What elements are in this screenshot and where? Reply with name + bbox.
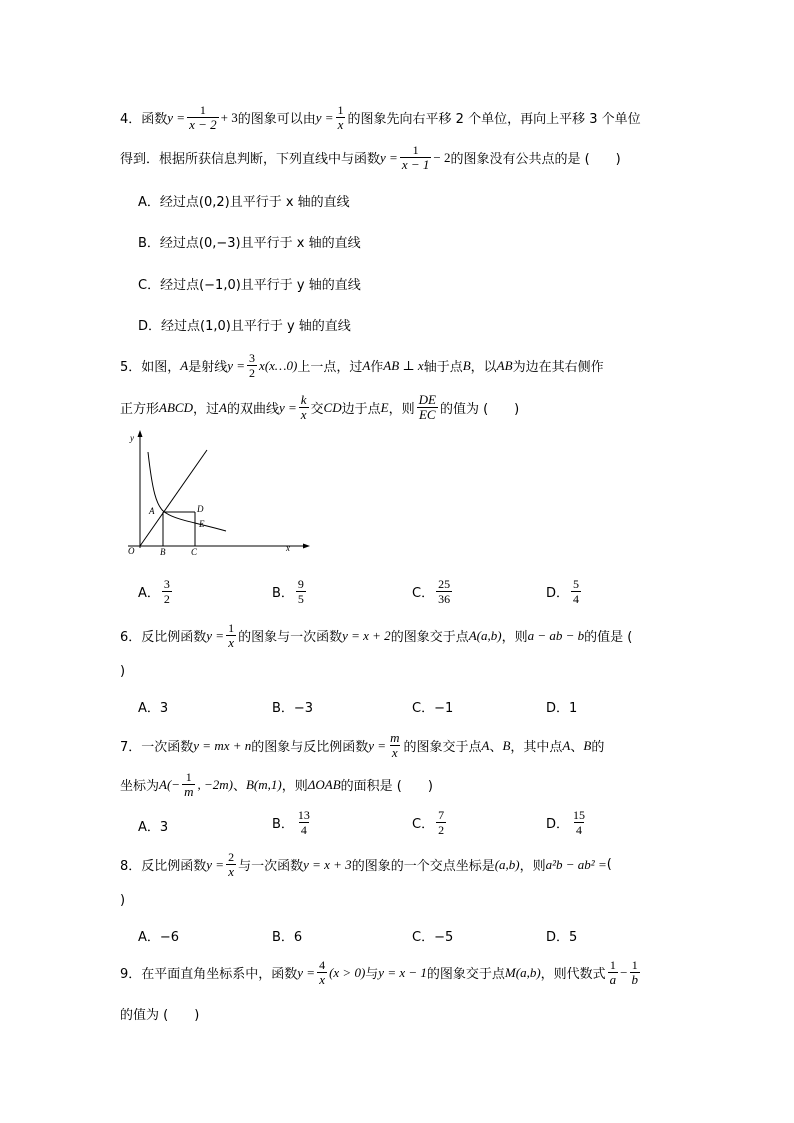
q8-point: (a,b) xyxy=(494,856,520,872)
q6-option-c: C．−1 xyxy=(412,701,454,716)
q7-text-j: ，则 xyxy=(281,779,308,794)
q7-option-c-label: C． xyxy=(412,817,435,832)
q6-text-a: 6．反比例函数 xyxy=(120,630,207,645)
q8-line2: ) xyxy=(120,893,126,908)
q5-option-b-label: B． xyxy=(272,586,294,601)
q9-cond: (x > 0) xyxy=(329,964,366,980)
q6-text-e: 的值是 ( xyxy=(584,630,633,645)
q8-option-c: C．−5 xyxy=(412,930,454,945)
q7-option-b-label: B． xyxy=(272,817,294,832)
label-o: O xyxy=(128,546,135,556)
q5-text-a: 5．如图， xyxy=(120,360,181,375)
q5-ab: AB xyxy=(496,357,513,373)
q6-expr: a − ab − b xyxy=(527,627,585,643)
q7-text-g: 的 xyxy=(591,740,605,755)
label-c: C xyxy=(191,547,198,557)
q4-text-b: 的图象可以由 xyxy=(237,112,316,127)
q7-option-d-frac: $\frac{15}{4}$ xyxy=(573,808,586,837)
q5-eq1: y = xyxy=(227,357,246,373)
q5-line1 xyxy=(120,351,604,380)
q5-text-i: ，过 xyxy=(192,402,219,417)
hyperbola-curve xyxy=(148,452,226,531)
q5-option-c-label: C． xyxy=(412,586,435,601)
q4-option-d: D．经过点(1,0)且平行于 y 轴的直线 xyxy=(138,319,351,334)
q8-eq1: y = xyxy=(206,856,225,872)
q9-text-d: ，则代数式 xyxy=(540,967,606,982)
q9-minus: − xyxy=(620,964,628,980)
q7-option-d-label: D． xyxy=(546,817,570,832)
q8-option-d: D．5 xyxy=(546,930,578,945)
q6-eq2: y = x + 2 xyxy=(342,627,391,643)
q4-text-e: 的图象没有公共点的是 ( ) xyxy=(450,152,621,167)
q6-line1 xyxy=(120,621,632,650)
q5-point-e: E xyxy=(380,399,389,415)
q5-option-b xyxy=(272,577,308,606)
q8-eq2: y = x + 3 xyxy=(303,856,352,872)
q4-line2 xyxy=(120,143,621,172)
q7-line1 xyxy=(120,731,604,760)
label-d: D xyxy=(197,504,204,514)
q5-option-b-frac: $\frac{9}{5}$ xyxy=(297,577,304,606)
q5-text-c: 上一点，过 xyxy=(297,360,363,375)
q5-point-a2: A xyxy=(362,357,371,373)
q5-frac3: $\frac{DE}{EC}$ xyxy=(418,392,436,422)
q4-line1 xyxy=(120,103,641,132)
q7-point-b2: B xyxy=(583,737,592,753)
ray-line xyxy=(140,450,207,546)
q9-frac2: $\frac{1}{a}$ xyxy=(609,958,617,987)
q7-option-a: A．3 xyxy=(138,820,169,835)
q8-text-b: 与一次函数 xyxy=(238,859,304,874)
q6-text-b: 的图象与一次函数 xyxy=(238,630,343,645)
q4-text-c: 的图象先向右平移 2 个单位，再向上平移 3 个单位 xyxy=(347,112,641,127)
q8-expr: a²b − ab² = xyxy=(545,856,607,872)
q5-frac1: $\frac{3}{2}$ xyxy=(249,351,256,380)
label-y: y xyxy=(130,433,134,443)
q8-frac1: $\frac{2}{x}$ xyxy=(228,850,235,879)
q9-frac3: $\frac{1}{b}$ xyxy=(631,958,639,987)
q5-text-k: 交 xyxy=(310,402,324,417)
q5-option-c xyxy=(412,577,454,606)
q4-frac3: $\frac{1}{x - 1}$ xyxy=(401,143,430,172)
q4-eq3: y = xyxy=(380,149,398,165)
q8-option-b: B．6 xyxy=(272,930,303,945)
q7-option-b xyxy=(272,808,314,837)
q9-point: M(a,b) xyxy=(504,964,541,980)
q7-text-b: 的图象与反比例函数 xyxy=(251,740,369,755)
q9-text-c: 的图象交于点 xyxy=(426,967,505,982)
label-a: A xyxy=(149,506,155,516)
q7-text-k: 的面积是 ( ) xyxy=(340,779,433,794)
q4-text-d: 得到．根据所获信息判断，下列直线中与函数 xyxy=(120,152,381,167)
q9-frac1: $\frac{4}{x}$ xyxy=(319,958,326,987)
q5-line2 xyxy=(120,393,519,422)
q5-text-f: ，以 xyxy=(470,360,497,375)
q7-option-c-frac: $\frac{7}{2}$ xyxy=(438,808,445,837)
q5-perp: AB ⊥ x xyxy=(383,357,424,373)
q7-text-e: ，其中点 xyxy=(510,740,563,755)
q4-option-b: B．经过点(0,−3)且平行于 x 轴的直线 xyxy=(138,236,361,251)
y-axis-arrow xyxy=(138,430,143,437)
q7-line2 xyxy=(120,770,433,799)
q7-text-f: 、 xyxy=(570,740,584,755)
q7-text-h: 坐标为 xyxy=(120,779,160,794)
q9-text-a: 9．在平面直角坐标系中，函数 xyxy=(120,967,298,982)
q5-point-b: B xyxy=(462,357,471,373)
q5-text-g: 为边在其右侧作 xyxy=(512,360,604,375)
q7-frac1: $\frac{m}{x}$ xyxy=(390,730,400,760)
label-b: B xyxy=(160,547,166,557)
label-e: E xyxy=(199,519,205,529)
q9-eq2: y = x − 1 xyxy=(378,964,427,980)
x-axis-arrow xyxy=(303,544,310,549)
q5-text-d: 作 xyxy=(370,360,384,375)
q8-text-c: 的图象的一个交点坐标是 xyxy=(351,859,495,874)
q4-frac1: $\frac{1}{x - 2}$ xyxy=(189,103,217,132)
q6-text-d: ，则 xyxy=(501,630,528,645)
q7-frac2: $\frac{1}{m}$ xyxy=(184,770,194,799)
q6-option-b: B．−3 xyxy=(272,701,314,716)
q6-point: A(a,b) xyxy=(468,627,502,643)
q8-text-a: 8．反比例函数 xyxy=(120,859,207,874)
q4-text: 4．函数 xyxy=(120,112,168,127)
q5-text-l: 边于点 xyxy=(341,402,381,417)
q7-text-a: 7．一次函数 xyxy=(120,740,194,755)
q7-text-i: 、 xyxy=(232,779,246,794)
q5-text-h: 正方形 xyxy=(120,402,160,417)
q4-minus2: − 2 xyxy=(433,149,451,165)
q9-text-b: 与 xyxy=(365,967,379,982)
q9-line1 xyxy=(120,958,642,987)
q6-eq1: y = xyxy=(206,627,225,643)
q5-text-m: ，则 xyxy=(388,402,415,417)
q6-line2: ) xyxy=(120,664,126,679)
q5-text-e: 轴于点 xyxy=(423,360,463,375)
q4-frac2: $\frac{1}{x}$ xyxy=(337,103,344,132)
q5-frac2: $\frac{k}{x}$ xyxy=(300,392,307,422)
q5-option-d-frac: $\frac{5}{4}$ xyxy=(573,577,580,606)
q4-eq2: y = xyxy=(315,109,334,125)
q6-option-a: A．3 xyxy=(138,701,169,716)
q5-eq2: y = xyxy=(278,399,297,415)
q4-plus3: + 3 xyxy=(220,109,238,125)
q7-text-c: 的图象交于点 xyxy=(403,740,482,755)
q8-text-e: ( xyxy=(606,857,612,872)
q7-triangle: ΔOAB xyxy=(307,776,341,792)
q7-option-d xyxy=(546,808,589,837)
q5-abcd: ABCD xyxy=(159,399,193,415)
q5-option-a-label: A． xyxy=(138,586,160,601)
q7-eq1: y = mx + n xyxy=(193,737,252,753)
q4-option-c: C．经过点(−1,0)且平行于 y 轴的直线 xyxy=(138,278,361,293)
q7-coord-a: A(− xyxy=(159,776,181,792)
q5-text-b: 是射线 xyxy=(188,360,228,375)
q7-coord-a2: , −2m) xyxy=(197,776,233,792)
q8-option-a: A．−6 xyxy=(138,930,180,945)
q4-eq1: y = xyxy=(167,109,186,125)
q6-frac1: $\frac{1}{x}$ xyxy=(228,621,235,650)
q5-text-n: 的值为 ( ) xyxy=(439,402,520,417)
q5-text-j: 的双曲线 xyxy=(226,402,279,417)
q7-eq2: y = xyxy=(368,737,387,753)
q7-coord-b: B(m,1) xyxy=(245,776,282,792)
q9-line2: 的值为 ( ) xyxy=(120,1008,200,1023)
q5-option-a-frac: $\frac{3}{2}$ xyxy=(163,577,170,606)
q9-eq1: y = xyxy=(297,964,316,980)
q6-text-c: 的图象交于点 xyxy=(390,630,469,645)
q5-point-a: A xyxy=(180,357,189,373)
q7-text-d: 、 xyxy=(489,740,503,755)
q7-option-c xyxy=(412,808,448,837)
q7-point-a: A xyxy=(481,737,490,753)
q6-option-d: D．1 xyxy=(546,701,578,716)
q4-option-a: A．经过点(0,2)且平行于 x 轴的直线 xyxy=(138,195,350,210)
q7-point-b: B xyxy=(502,737,511,753)
q5-option-a xyxy=(138,577,174,606)
q5-option-d-label: D． xyxy=(546,586,570,601)
q5-option-c-frac: $\frac{25}{36}$ xyxy=(438,577,451,606)
label-x: x xyxy=(286,543,290,553)
q7-point-a2: A xyxy=(562,737,571,753)
q5-xcond: x(x…0) xyxy=(259,357,298,373)
q8-text-d: ，则 xyxy=(519,859,546,874)
q5-point-a3: A xyxy=(218,399,227,415)
q5-option-d xyxy=(546,577,583,606)
q8-line1 xyxy=(120,850,612,879)
q5-figure xyxy=(118,428,318,558)
q7-option-b-frac: $\frac{13}{4}$ xyxy=(297,808,310,837)
q5-cd: CD xyxy=(323,399,342,415)
